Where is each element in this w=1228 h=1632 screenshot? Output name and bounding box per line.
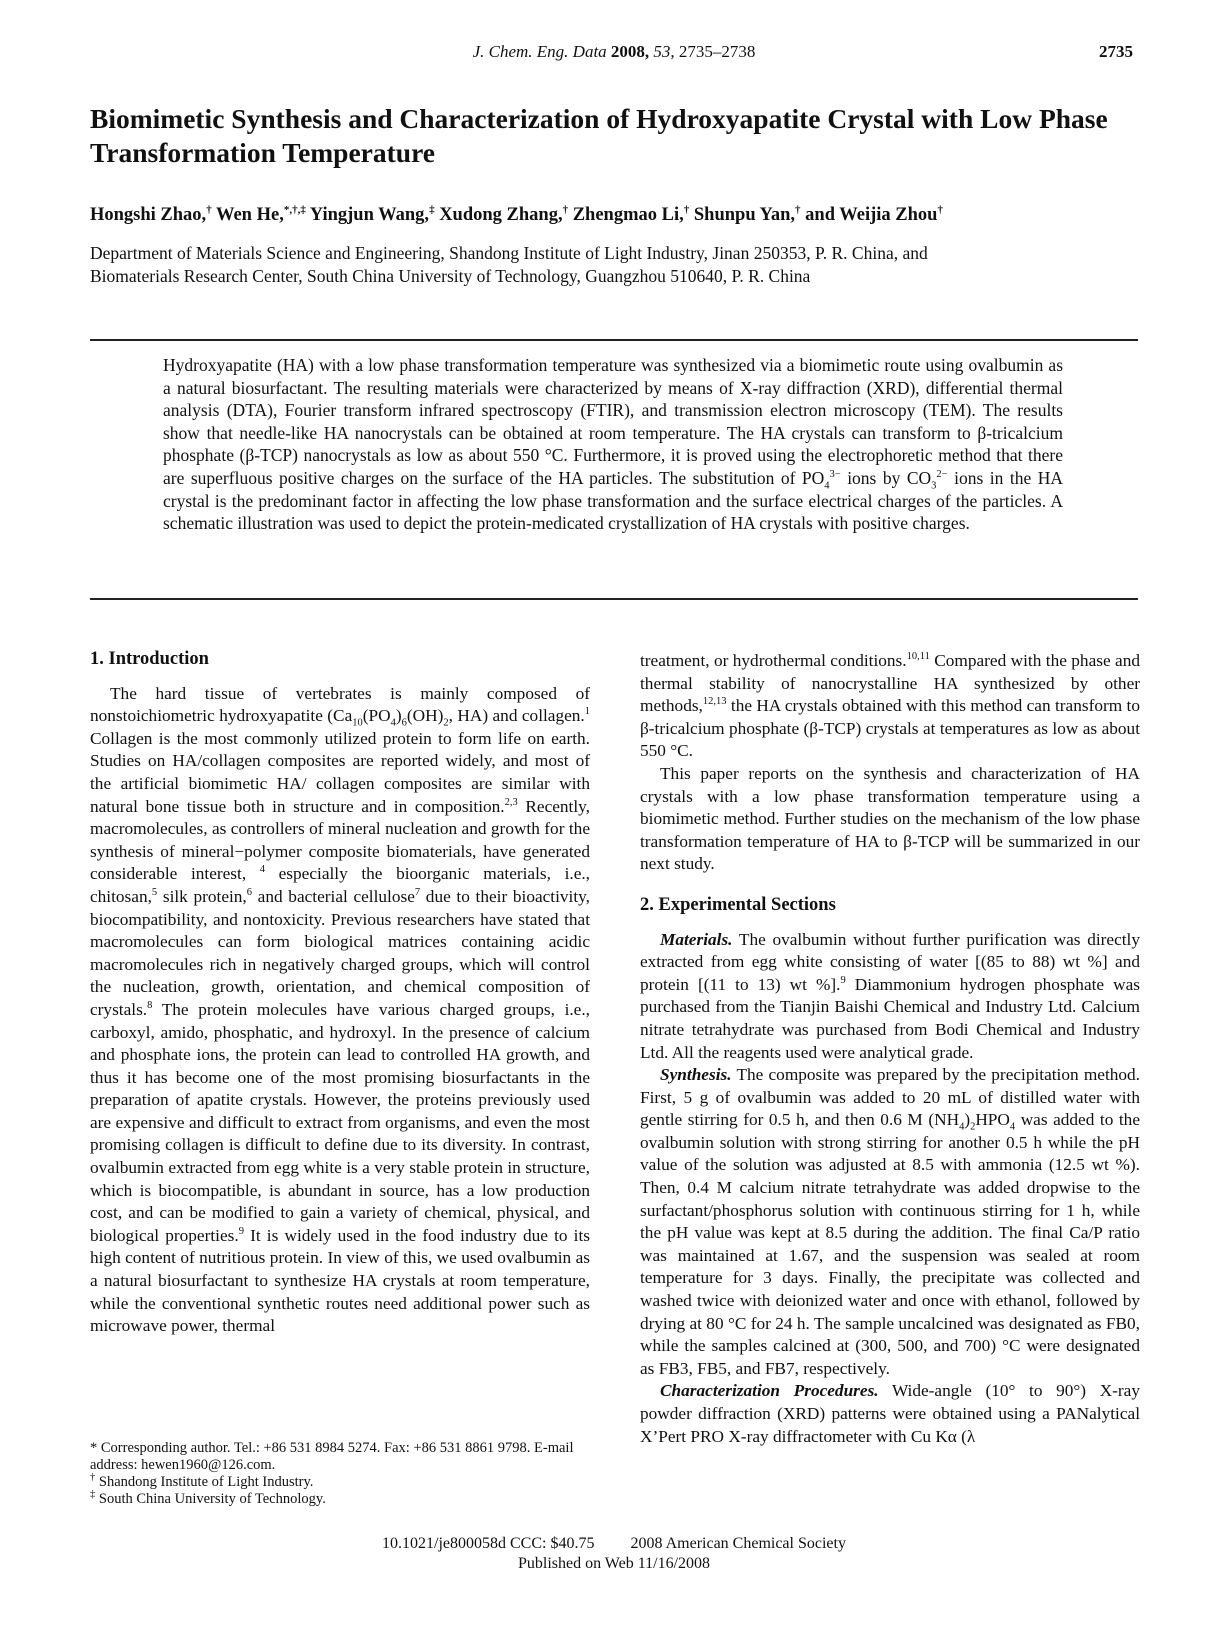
text: was added to the ovalbumin solution with strong stirring for another 0.5 h while the pH value of the solution was adjusted at 8.5 with ammonia (12.5 wt %). Then, 0.4 M calcium nitrate tetrahydrate was added dropwise to the surfactant/phosphorus solution with continuous stirring for 1 h, while the pH value was kept at 8.5 during the addition. The final Ca/P ratio was maintained at 1.67, and the suspension was sealed at room temperature for 3 days. Finally, the precipitate was collected and washed twice with deionized water and once with ethanol, followed by drying at 80 °C for 24 h. The sample uncalcined was designated as FB0, while the samples calcined at (300, 500, and 700) °C were designated as FB3, FB5, and FB7, respectively. — [640, 1110, 1140, 1378]
text: , HA) and collagen. — [448, 706, 585, 726]
abstract-text: ions in the HA crystal is the predominant factor in affecting the low phase transformation and the surface electrical charges of the particles. A schematic illustration was used to depict the protein-medicated crystallization of HA crystals with positive charges. — [163, 467, 1064, 534]
footnote-affiliation — [90, 1474, 590, 1491]
subscript: 10 — [352, 717, 363, 729]
affiliation-mark: † — [562, 203, 569, 216]
subscript: 4 — [824, 480, 830, 492]
text: The hard tissue of vertebrates is mainly composed of nonstoichiometric hydroxyapatite (Ca — [90, 683, 590, 726]
journal-citation — [0, 42, 1228, 62]
citation-ref: 7 — [414, 887, 421, 899]
author-list — [90, 205, 1140, 226]
text: The composite was prepared by the precipitation method. First, 5 g of ovalbumin was added to 20 mL of distilled water with gentle stirring for 0.5 h, and then 0.6 M (NH — [640, 1065, 1140, 1130]
right-column — [640, 650, 1140, 1448]
section-heading-experimental: 2. Experimental Sections — [640, 894, 836, 915]
subscript: 2 — [970, 1121, 976, 1133]
page-footer — [0, 1534, 1228, 1574]
citation-ref: 10,11 — [906, 651, 930, 663]
text: HPO — [975, 1110, 1010, 1130]
citation-ref: 9 — [238, 1226, 244, 1238]
doi-ccc: 10.1021/je800058d CCC: $40.75 — [382, 1535, 595, 1552]
text: South China University of Technology. — [95, 1491, 326, 1507]
citation-ref: 4 — [259, 864, 266, 876]
text: especially the bioorganic materials, i.e., chitosan, — [90, 864, 591, 906]
text: treatment, or hydrothermal conditions. — [640, 651, 907, 670]
abstract-bottom-rule — [90, 598, 1138, 600]
affiliation-mark: ‡ — [90, 1489, 96, 1501]
affiliation-mark: ‡ — [429, 203, 435, 216]
author: Wen He, — [215, 205, 284, 225]
text: ) — [964, 1110, 971, 1130]
affiliation-mark: † — [795, 203, 801, 216]
affiliations — [90, 242, 1140, 288]
left-column — [90, 648, 590, 1338]
text: silk protein, — [157, 886, 247, 906]
text: (OH) — [406, 706, 444, 726]
text: ) — [395, 706, 402, 726]
published-date: Published on Web 11/16/2008 — [517, 1555, 711, 1572]
author: Hongshi Zhao, — [90, 205, 207, 225]
affiliation-line: Department of Materials Science and Engineering, Shandong Institute of Light Industry, Jinan 250353, P. R. China, and — [90, 243, 928, 263]
author: Shunpu Yan, — [693, 205, 796, 225]
text: Wide-angle (10° to 90°) X-ray powder diffraction (XRD) patterns were obtained using a PANalytical X’Pert PRO X-ray diffractometer with Cu Kα (λ — [640, 1381, 1140, 1446]
text: Shandong Institute of Light Industry. — [95, 1474, 314, 1490]
footnotes — [90, 1440, 590, 1508]
text: It is widely used in the food industry due to its high content of nutritious protein. In view of this, we used ovalbumin as a natural biosurfactant to synthesize HA crystals at room temperature, while the conventional synthetic routes need additional power such as microwave power, thermal — [90, 1225, 590, 1336]
subscript: 3 — [931, 480, 937, 492]
affiliation-mark: † — [90, 1472, 96, 1484]
text: Compared with the phase and thermal stability of nanocrystalline HA synthesized by other methods, — [640, 651, 1140, 716]
affiliation-mark: † — [206, 203, 212, 216]
footnote-corresponding-author: * Corresponding author. Tel.: +86 531 8984 5274. Fax: +86 531 8861 9798. E-mail address: hewen1960@126.com. — [90, 1440, 574, 1473]
citation-ref: 6 — [246, 887, 253, 899]
characterization-paragraph — [640, 1380, 1140, 1448]
author: Yingjun Wang, — [309, 205, 430, 225]
text: due to their bioactivity, biocompatibility, and nontoxicity. Previous researchers have stated that macromolecules can form biological matrices containing acidic macromolecules rich in negatively charged groups, which will control the nucleation, growth, orientation, and chemical composition of crystals. — [90, 886, 590, 1019]
running-header — [0, 42, 1228, 66]
runin-heading: Characterization Procedures. — [660, 1381, 879, 1401]
journal-name: J. Chem. Eng. Data — [472, 42, 607, 61]
copyright: 2008 American Chemical Society — [630, 1535, 846, 1552]
subscript: 4 — [390, 717, 396, 729]
subscript: 6 — [401, 717, 407, 729]
subscript: 4 — [1009, 1121, 1016, 1133]
affiliation-line: Biomaterials Research Center, South China University of Technology, Guangzhou 510640, P. R. China — [90, 266, 811, 286]
intro-paragraph — [90, 683, 590, 1338]
text: Recently, macromolecules, as controllers of mineral nucleation and growth for the synthesis of mineral−polymer composite biomaterials, have generated considerable interest, — [90, 796, 590, 884]
runin-heading: Synthesis. — [660, 1065, 732, 1085]
text: Diammonium hydrogen phosphate was purchased from the Tianjin Baishi Chemical and Industry Ltd. Calcium nitrate tetrahydrate was purchased from Bodi Chemical and Industry Ltd. All the reagents used were analytical grade. — [640, 974, 1140, 1062]
affiliation-mark: † — [683, 203, 690, 216]
affiliation-mark: *,†,‡ — [283, 203, 306, 216]
text: (PO — [362, 706, 391, 726]
text: the HA crystals obtained with this method can transform to β-tricalcium phosphate (β-TCP) crystals at temperatures as low as about 550 °C. — [640, 696, 1140, 761]
subscript: 2 — [443, 717, 449, 729]
footnote-affiliation — [90, 1491, 590, 1508]
journal-volume: 53, — [653, 42, 675, 61]
author: and Weijia Zhou — [805, 205, 938, 225]
superscript: 3− — [829, 469, 841, 481]
paper-title: Biomimetic Synthesis and Characterization of Hydroxyapatite Crystal with Low Phase Transformation Temperature — [90, 103, 1108, 168]
text: and bacterial cellulose — [252, 886, 415, 906]
text: The ovalbumin without further purification was directly extracted from egg white consisting of water [(85 to 88) wt %] and protein [(11 to 13) wt %]. — [640, 929, 1140, 994]
page-number: 2735 — [1099, 42, 1133, 61]
journal-pages: 2735–2738 — [678, 42, 756, 61]
journal-year: 2008, — [610, 42, 650, 61]
synthesis-paragraph — [640, 1064, 1140, 1380]
abstract-text: Hydroxyapatite (HA) with a low phase transformation temperature was synthesized via a biomimetic route using ovalbumin as a natural biosurfactant. The resulting materials were characterized by means of X-ray diffraction (XRD), differential thermal analysis (DTA), Fourier transform infrared spectroscopy (FTIR), and transmission electron microscopy (TEM). The results show that needle-like HA nanocrystals can be obtained at room temperature. The HA crystals can transform to β-tricalcium phosphate (β-TCP) nanocrystals as low as about 550 °C. Furthermore, it is proved using the electrophoretic method that there are superfluous positive charges on the surface of the HA particles. The substitution of PO — [163, 355, 1063, 488]
intro-continued-paragraph — [640, 650, 1140, 763]
superscript: 2− — [936, 469, 948, 481]
section-heading-introduction: 1. Introduction — [90, 649, 209, 669]
abstract-text: ions by CO — [840, 467, 932, 488]
abstract — [163, 354, 1063, 535]
citation-ref: 8 — [147, 1000, 153, 1012]
affiliation-mark: † — [937, 203, 943, 216]
text: The protein molecules have various charged groups, i.e., carboxyl, amido, phosphatic, and hydroxyl. In the presence of calcium and phosphate ions, the protein can lead to controlled HA growth, and thus it has become one of the most promising biosurfactants in the preparation of apatite crystals. However, the proteins previously used are expensive and difficult to extract from organisms, and even the most promising collagen is difficult to define due to its diversity. In contrast, ovalbumin extracted from egg white is a very stable protein in structure, which is biocompatible, is abundant in source, has a low production cost, and can be modified to gain a variety of chemical, physical, and biological properties. — [90, 999, 590, 1245]
intro-paragraph: This paper reports on the synthesis and characterization of HA crystals with a low phase transformation temperature using a biomimetic method. Further studies on the mechanism of the low phase transformation temperature of HA to β-TCP will be summarized in our next study. — [640, 763, 1140, 874]
subscript: 4 — [959, 1121, 965, 1133]
citation-ref: 2,3 — [504, 796, 518, 808]
author: Xudong Zhang, — [439, 205, 563, 225]
abstract-top-rule — [90, 339, 1138, 341]
materials-paragraph — [640, 929, 1140, 1065]
citation-ref: 1 — [584, 706, 590, 718]
citation-ref: 12,13 — [702, 696, 727, 708]
citation-ref: 9 — [840, 974, 846, 986]
runin-heading: Materials. — [660, 929, 733, 949]
author: Zhengmao Li, — [572, 205, 684, 225]
citation-ref: 5 — [151, 887, 158, 899]
text: Collagen is the most commonly utilized protein to form life on earth. Studies on HA/collagen composites are reported widely, and most of the artificial biomimetic HA/ collagen composites are similar with natural bone tissue both in structure and in composition. — [90, 728, 590, 816]
